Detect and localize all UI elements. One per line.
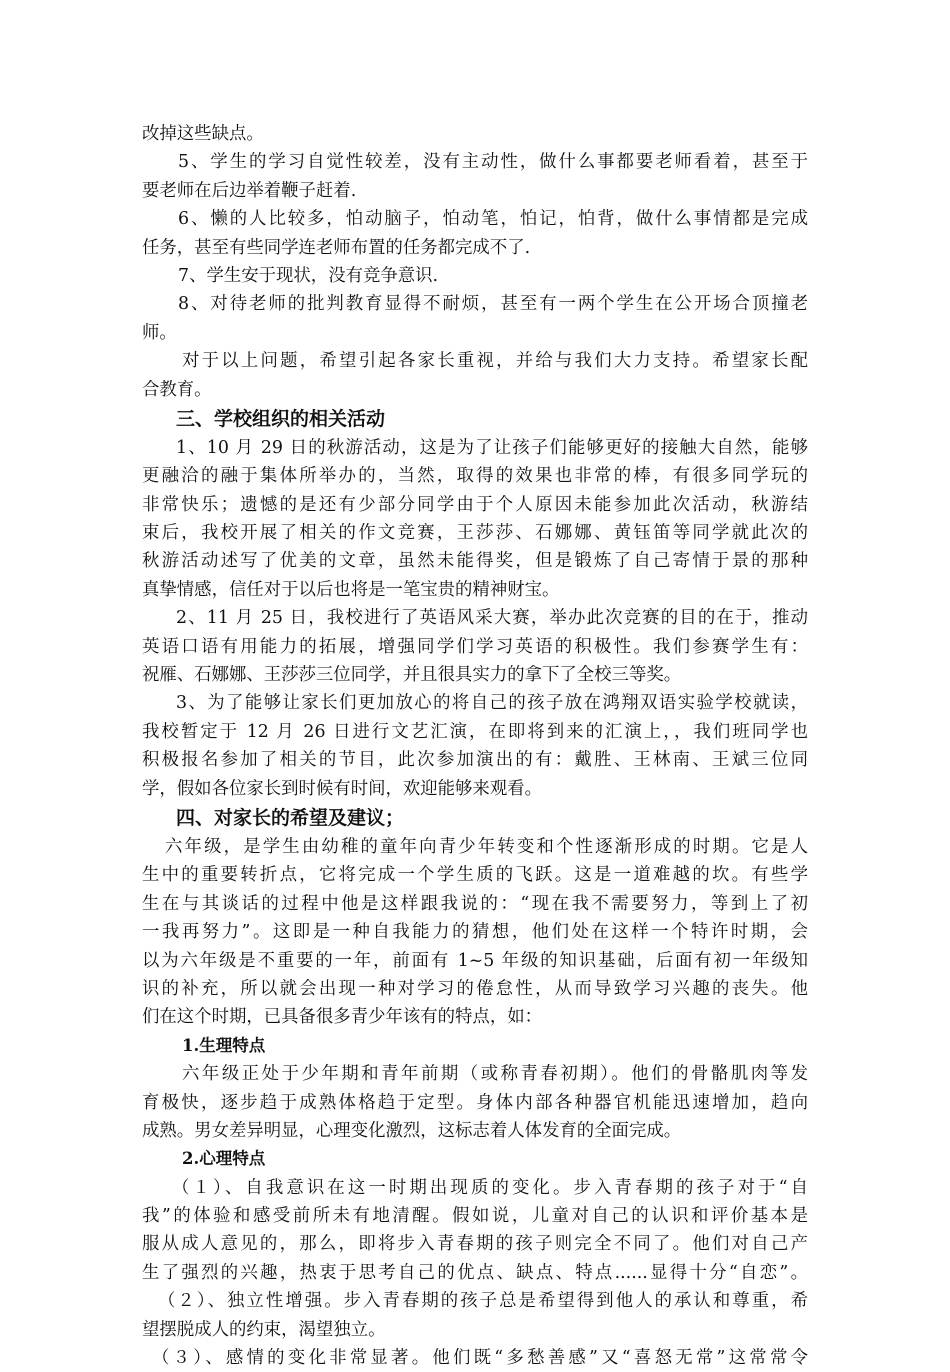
text-line: 更融洽的融于集体所举办的，当然，取得的效果也非常的棒，有很多同学玩的 [142,466,808,487]
text-line: 望摆脱成人的约束，渴望独立。 [142,1319,386,1340]
text-line: 以为六年级是不重要的一年，前面有 1~5 年级的知识基础，后面有初一年级知 [142,950,808,971]
text-line: 6、懒的人比较多，怕动脑子，怕动笔，怕记，怕背，做什么事情都是完成 [178,209,808,230]
text-line: （１）、自我意识在这一时期出现质的变化。步入青春期的孩子对于“自 [172,1177,808,1198]
text-line: 我”的体验和感受前所未有地清醒。假如说，儿童对自己的认识和评价基本是 [142,1206,808,1227]
section-heading: 三、学校组织的相关活动 [176,407,386,430]
text-line: 祝雁、石娜娜、王莎莎三位同学，并且很具实力的拿下了全校三等奖。 [142,665,682,686]
subsection-heading: 2.心理特点 [182,1149,266,1169]
text-line: 合教育。 [142,379,212,400]
document-body [142,120,808,1372]
text-line: 非常快乐；遗憾的是还有少部分同学由于个人原因未能参加此次活动，秋游结 [142,494,808,515]
text-line: 真挚情感，信任对于以后也将是一笔宝贵的精神财宝。 [142,579,560,600]
text-line: 学，假如各位家长到时候有时间，欢迎能够来观看。 [142,778,542,799]
text-line: 8、对待老师的批判教育显得不耐烦，甚至有一两个学生在公开场合顶撞老 [178,294,808,315]
text-line: 们在这个时期，已具备很多青少年该有的特点，如： [142,1007,542,1028]
text-line: 任务，甚至有些同学连老师布置的任务都完成不了. [142,237,531,258]
text-line: 生中的重要转折点，它将完成一个学生质的飞跃。这是一道难越的坎。有些学 [142,865,808,886]
text-line: 育极快，逐步趋于成熟体格趋于定型。身体内部各种器官机能迅速增加，趋向 [142,1092,808,1113]
text-line: 六年级正处于少年期和青年前期（或称青春初期）。他们的骨骼肌肉等发 [182,1064,808,1085]
text-line: 生了强烈的兴趣，热衷于思考自己的优点、缺点、特点......显得十分“自恋”。 [142,1262,808,1283]
text-line: 一我再努力”。这即是一种自我能力的猜想，他们处在这样一个特许时期，会 [142,922,808,943]
text-line: 7、学生安于现状，没有竞争意识. [178,265,439,286]
text-line: 服从成人意见的，那么，即将步入青春期的孩子则完全不同了。他们对自己产 [142,1234,808,1255]
text-line: 成熟。男女差异明显，心理变化激烈，这标志着人体发育的全面完成。 [142,1120,682,1141]
text-line: 识的补充，所以就会出现一种对学习的倦怠性，从而导致学习兴趣的丧失。他 [142,978,808,999]
text-line: 积极报名参加了相关的节目，此次参加演出的有：戴胜、王林南、王斌三位同 [142,750,808,771]
text-line: 对于以上问题，希望引起各家长重视，并给与我们大力支持。希望家长配 [182,351,808,372]
text-line: 改掉这些缺点。 [142,124,264,144]
text-line: 3、为了能够让家长们更加放心的将自己的孩子放在鸿翔双语实验学校就读， [176,693,808,714]
text-line: 束后，我校开展了相关的作文竞赛，王莎莎、石娜娜、黄钰笛等同学就此次的 [142,523,808,544]
text-line: 英语口语有用能力的拓展，增强同学们学习英语的积极性。我们参赛学生有： [142,636,808,657]
text-line: 师。 [142,322,177,343]
text-line: 要老师在后边举着鞭子赶着. [142,180,357,201]
text-line: （２）、独立性增强。步入青春期的孩子总是希望得到他人的承认和尊重，希 [158,1291,808,1312]
section-heading: 四、对家长的希望及建议； [176,806,405,829]
text-line: 1、10 月 29 日的秋游活动，这是为了让孩子们能够更好的接触大自然，能够 [176,437,808,458]
text-line: 生在与其谈话的过程中他是这样跟我说的：“现在我不需要努力，等到上了初 [142,893,808,914]
text-line: 我校暂定于 12 月 26 日进行文艺汇演，在即将到来的汇演上，，我们班同学也 [142,721,808,742]
text-line: （３）、感情的变化非常显著。他们既“多愁善感”又“喜怒无常”这常常令 [152,1348,808,1369]
text-line: 六年级，是学生由幼稚的童年向青少年转变和个性逐渐形成的时期。它是人 [165,836,808,857]
text-line: 秋游活动述写了优美的文章，虽然未能得奖，但是锻炼了自己寄情于景的那种 [142,551,808,572]
subsection-heading: 1.生理特点 [182,1035,266,1055]
text-line: 2、11 月 25 日，我校进行了英语风采大赛，举办此次竞赛的目的在于，推动 [176,608,808,629]
text-line: 5、学生的学习自觉性较差，没有主动性，做什么事都要老师看着，甚至于 [178,152,808,173]
